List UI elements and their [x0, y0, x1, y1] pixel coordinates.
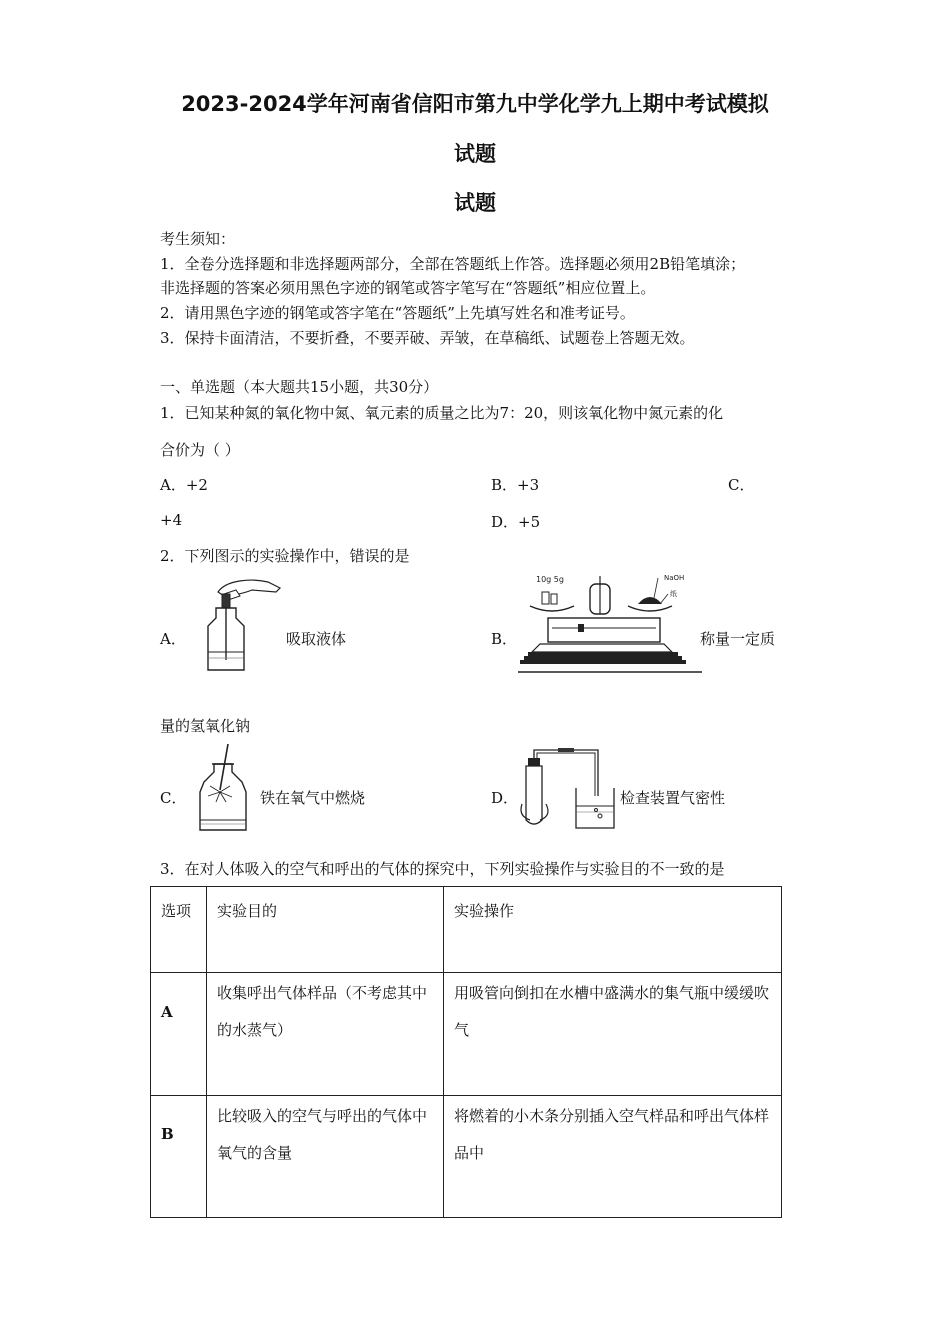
- q1-stem-line2: 合价为（ ）: [160, 441, 240, 459]
- notice-heading: 考生须知：: [160, 230, 236, 248]
- q2-option-d-label[interactable]: D．: [491, 789, 519, 807]
- q1-stem-line1: 1．已知某种氮的氧化物中氮、氧元素的质量之比为7：20，则该氧化物中氮元素的化: [160, 404, 724, 422]
- q2-option-d-text: 检查装置气密性: [620, 789, 726, 807]
- q2-option-a-text: 吸取液体: [286, 630, 347, 648]
- q1-option-b[interactable]: B．+3: [491, 476, 540, 494]
- table-row: [151, 1096, 782, 1218]
- paper-label: 纸: [670, 590, 677, 598]
- notice-item-1: 1．全卷分选择题和非选择题两部分，全部在答题纸上作答。选择题必须用2B铅笔填涂；: [160, 255, 746, 273]
- notice-item-1-cont: 非选择题的答案必须用黑色字迹的钢笔或答字笔写在“答题纸”相应位置上。: [160, 279, 656, 297]
- table-cell-operation: 用吸管向倒扣在水槽中盛满水的集气瓶中缓缓吹气: [444, 973, 782, 1096]
- table-header-cell: 选项: [151, 887, 207, 973]
- balance-figure: [518, 570, 702, 676]
- q2-option-a-label[interactable]: A．: [160, 630, 186, 648]
- q1-option-c-label[interactable]: C．: [728, 476, 755, 494]
- q3-stem: 3．在对人体吸入的空气和呼出的气体的探究中，下列实验操作与实验目的不一致的是: [160, 860, 725, 878]
- iron-burning-figure: [190, 742, 256, 834]
- page-title-line2: 试题: [454, 142, 496, 166]
- table-row: [151, 973, 782, 1096]
- notice-item-2: 2．请用黑色字迹的钢笔或答字笔在“答题纸”上先填写姓名和准考证号。: [160, 304, 635, 322]
- notice-item-3: 3．保持卡面清洁，不要折叠，不要弄破、弄皱，在草稿纸、试题卷上答题无效。: [160, 329, 695, 347]
- table-cell-operation: 将燃着的小木条分别插入空气样品和呼出气体样品中: [444, 1096, 782, 1218]
- weights-label: 10g 5g: [536, 575, 564, 584]
- table-cell-purpose: 比较吸入的空气与呼出的气体中氧气的含量: [207, 1096, 444, 1218]
- table-cell-option: A: [151, 973, 207, 1096]
- table-header-cell: 实验目的: [207, 887, 444, 973]
- table-header-row: [151, 887, 782, 973]
- q2-option-b-text-line1: 称量一定质: [700, 630, 776, 648]
- page-title-line3: 试题: [454, 191, 496, 215]
- q1-option-d[interactable]: D．+5: [491, 513, 541, 531]
- q2-option-b-label[interactable]: B．: [491, 630, 518, 648]
- table-cell-option: B: [151, 1096, 207, 1218]
- table-header-cell: 实验操作: [444, 887, 782, 973]
- page-title-line1: 2023-2024学年河南省信阳市第九中学化学九上期中考试模拟: [181, 92, 769, 116]
- q3-table: [150, 886, 782, 1218]
- q2-option-c-label[interactable]: C．: [160, 789, 187, 807]
- table-cell-purpose: 收集呼出气体样品（不考虑其中的水蒸气）: [207, 973, 444, 1096]
- naoh-label: NaOH: [664, 574, 685, 582]
- section-heading: 一、单选题（本大题共15小题，共30分）: [160, 378, 439, 396]
- dropper-figure: [196, 574, 286, 674]
- q1-option-a[interactable]: A．+2: [160, 476, 208, 494]
- q1-option-c-value: +4: [160, 511, 183, 529]
- q2-option-b-text-line2: 量的氢氧化钠: [160, 717, 251, 735]
- q2-option-c-text: 铁在氧气中燃烧: [260, 789, 366, 807]
- airtightness-figure: [518, 746, 618, 832]
- q2-stem: 2．下列图示的实验操作中，错误的是: [160, 547, 410, 565]
